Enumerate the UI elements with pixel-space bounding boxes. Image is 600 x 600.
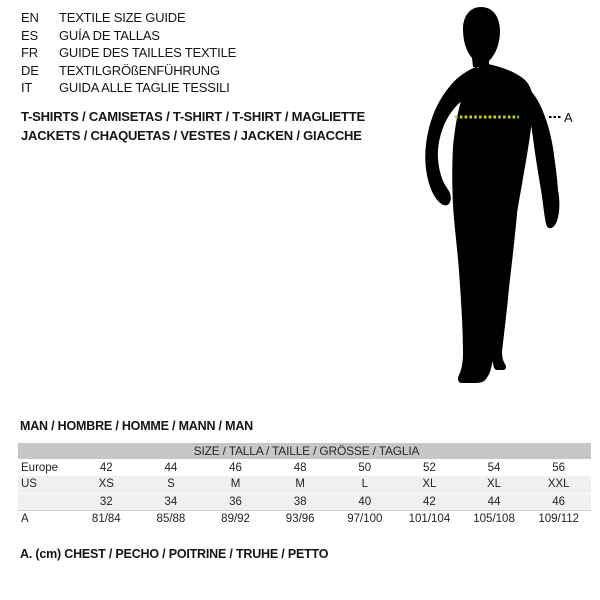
row-label: US: [18, 476, 74, 493]
table-cell: M: [203, 476, 268, 493]
language-label: TEXTILE SIZE GUIDE: [59, 10, 186, 25]
table-cell: XL: [462, 476, 527, 493]
table-cell: 81/84: [74, 510, 139, 527]
language-list: [21, 9, 236, 97]
table-cell: 48: [293, 461, 307, 474]
table-cell: 105/108: [462, 510, 527, 527]
man-silhouette-figure: [400, 0, 600, 400]
size-table-header-row: [18, 443, 591, 459]
language-code: DE: [21, 62, 39, 78]
language-label: GUÍA DE TALLAS: [59, 27, 160, 43]
table-cell: 52: [423, 461, 436, 474]
category-tshirts: T-SHIRTS / CAMISETAS / T-SHIRT / T-SHIRT / MAGLIETTE: [21, 109, 365, 124]
table-cell: 42: [397, 493, 462, 510]
table-cell: 44: [164, 461, 178, 474]
table-cell: 46: [526, 493, 591, 510]
table-cell: 93/96: [268, 510, 333, 527]
language-code: FR: [21, 45, 38, 60]
table-cell: 109/112: [526, 510, 591, 527]
table-row-alt-sizes: [18, 493, 591, 510]
language-label: GUIDA ALLE TAGLIE TESSILI: [59, 80, 230, 95]
table-cell: 97/100: [333, 510, 398, 527]
table-cell: XS: [74, 476, 139, 493]
row-label: A: [18, 510, 74, 527]
table-cell: 46: [229, 461, 242, 474]
table-cell: XL: [397, 476, 462, 493]
language-row-en: [21, 9, 236, 27]
language-row-fr: [21, 44, 236, 62]
language-code: EN: [21, 10, 39, 25]
table-row-europe: [18, 459, 591, 476]
row-label: [18, 493, 74, 510]
table-row-chest-cm: [18, 510, 591, 527]
table-cell: 44: [462, 493, 527, 510]
man-silhouette-svg: [400, 0, 600, 400]
category-jackets: JACKETS / CHAQUETAS / VESTES / JACKEN / GIACCHE: [21, 127, 362, 143]
row-label: Europe: [21, 461, 59, 474]
table-cell: L: [333, 476, 398, 493]
table-cell: 54: [487, 461, 501, 474]
man-silhouette-shape: [425, 7, 559, 383]
table-cell: 42: [99, 461, 113, 474]
table-cell: 32: [74, 493, 139, 510]
table-cell: 34: [139, 493, 204, 510]
table-cell: 85/88: [139, 510, 204, 527]
size-table: [18, 443, 591, 527]
measure-label-a: A: [564, 110, 573, 125]
language-row-it: [21, 79, 236, 97]
table-cell: 89/92: [203, 510, 268, 527]
table-cell: 36: [203, 493, 268, 510]
measurement-note: A. (cm) CHEST / PECHO / POITRINE / TRUHE / PETTO: [20, 547, 329, 561]
gender-heading: MAN / HOMBRE / HOMME / MANN / MAN: [20, 419, 253, 433]
language-code: IT: [21, 80, 33, 95]
size-table-header: SIZE / TALLA / TAILLE / GRÖSSE / TAGLIA: [18, 443, 591, 459]
table-cell: 40: [333, 493, 398, 510]
product-categories: [21, 108, 365, 145]
table-cell: S: [139, 476, 204, 493]
language-code: ES: [21, 27, 38, 43]
table-row-us: [18, 476, 591, 493]
language-label: GUIDE DES TAILLES TEXTILE: [59, 45, 237, 60]
table-cell: 56: [552, 461, 566, 474]
table-cell: M: [268, 476, 333, 493]
table-cell: XXL: [526, 476, 591, 493]
table-cell: 50: [358, 461, 372, 474]
table-cell: 38: [268, 493, 333, 510]
language-row-es: [21, 27, 236, 45]
size-table-section: [18, 443, 591, 527]
table-cell: 101/104: [397, 510, 462, 527]
language-label: TEXTILGRÖßENFÜHRUNG: [59, 62, 220, 78]
language-row-de: [21, 62, 236, 80]
